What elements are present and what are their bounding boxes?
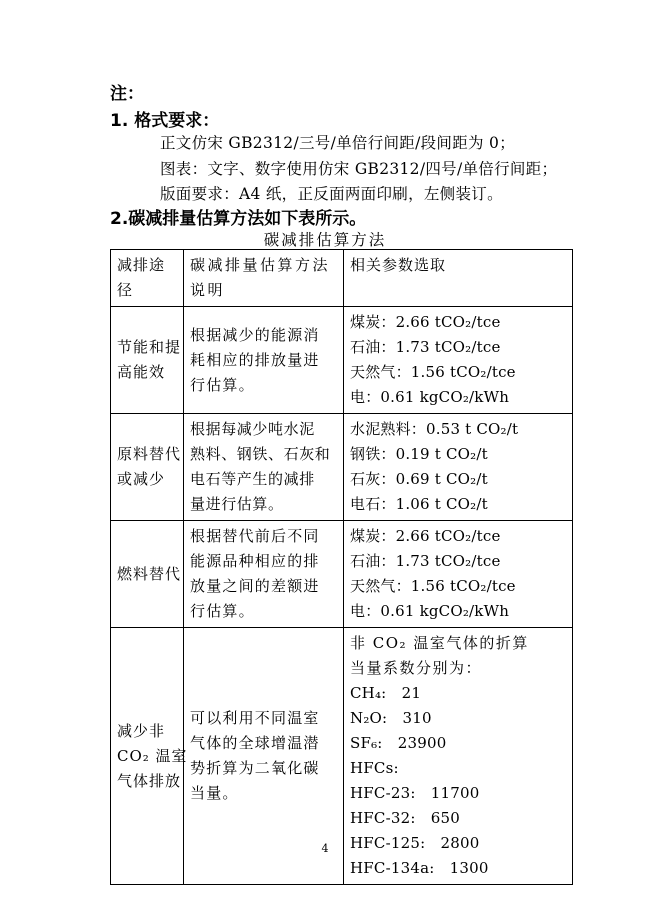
path-line: 原料替代 <box>117 445 182 463</box>
param-line: HFC-32: 650 <box>350 809 461 827</box>
header-path: 减排途径 <box>111 250 184 307</box>
path-line: 节能和提 <box>117 338 182 356</box>
method-line: 根据每减少吨水泥 <box>190 420 315 438</box>
param-line: 非 CO₂ 温室气体的折算 <box>350 634 529 652</box>
param-line: CH₄: 21 <box>350 684 422 702</box>
method-line: 根据减少的能源消 <box>190 325 320 344</box>
param-line: N₂O: 310 <box>350 709 432 727</box>
param-line: 电石：1.06 t CO₂/t <box>350 495 488 513</box>
param-line: 石油：1.73 tCO₂/tce <box>350 338 501 356</box>
page-number: 4 <box>321 842 329 855</box>
path-line: 气体排放 <box>117 771 182 790</box>
table-row <box>111 521 573 628</box>
param-line: 钢铁：0.19 t CO₂/t <box>350 445 488 463</box>
estimation-method-title: 2.碳减排量估算方法如下表所示。 <box>110 209 367 229</box>
carbon-reduction-table <box>110 249 573 885</box>
param-line: 电：0.61 kgCO₂/kWh <box>350 388 510 406</box>
params-cell <box>344 414 573 521</box>
param-line: 当量系数分别为： <box>350 659 483 677</box>
table-row <box>111 414 573 521</box>
path-cell <box>111 414 184 521</box>
method-line: 根据替代前后不同 <box>190 527 320 545</box>
method-line: 电石等产生的减排 <box>190 470 315 488</box>
method-line: 当量。 <box>190 784 239 802</box>
table-caption: 碳减排估算方法 <box>263 231 387 249</box>
method-cell <box>184 521 344 628</box>
param-line: HFC-125: 2800 <box>350 834 480 852</box>
param-line: SF₆: 23900 <box>350 734 447 752</box>
param-line: HFC-134a: 1300 <box>350 859 489 877</box>
method-cell <box>184 414 344 521</box>
path-line: 燃料替代 <box>117 564 182 583</box>
method-line: 放量之间的差额进 <box>190 577 320 595</box>
notes-label: 注： <box>110 84 144 104</box>
header-params: 相关参数选取 <box>344 250 573 307</box>
param-line: 电：0.61 kgCO₂/kWh <box>350 602 510 620</box>
path-line: 减少非 <box>117 721 166 740</box>
method-line: 熟料、钢铁、石灰和 <box>190 445 331 463</box>
method-line: 行估算。 <box>190 602 255 620</box>
method-cell <box>184 307 344 414</box>
path-line: 或减少 <box>117 470 166 488</box>
params-cell <box>344 307 573 414</box>
format-line-body: 正文仿宋 GB2312/三号/单倍行间距/段间距为 0； <box>160 134 516 152</box>
params-cell <box>344 521 573 628</box>
param-line: 水泥熟料：0.53 t CO₂/t <box>350 420 519 438</box>
table-row <box>111 307 573 414</box>
method-line: 势折算为二氧化碳 <box>190 759 320 777</box>
method-line: 耗相应的排放量进 <box>190 350 320 369</box>
param-line: 石油：1.73 tCO₂/tce <box>350 552 501 570</box>
param-line: 天然气：1.56 tCO₂/tce <box>350 577 516 595</box>
param-line: 煤炭：2.66 tCO₂/tce <box>350 527 501 545</box>
method-line: 可以利用不同温室 <box>190 709 320 727</box>
method-line: 气体的全球增温潜 <box>190 734 320 752</box>
path-line: CO₂ 温室 <box>117 746 188 765</box>
param-line: 天然气：1.56 tCO₂/tce <box>350 363 516 381</box>
method-line: 行估算。 <box>190 375 255 394</box>
header-method: 碳减排量估算方法说明 <box>184 250 344 307</box>
path-line: 高能效 <box>117 363 166 381</box>
path-cell <box>111 307 184 414</box>
param-line: 煤炭：2.66 tCO₂/tce <box>350 313 501 331</box>
table-header-row <box>111 250 573 307</box>
format-requirements-title: 1. 格式要求： <box>110 111 220 131</box>
method-line: 能源品种相应的排 <box>190 552 320 570</box>
param-line: HFC-23: 11700 <box>350 784 480 802</box>
format-line-layout: 版面要求：A4 纸，正反面两面印刷，左侧装订。 <box>160 185 503 203</box>
method-line: 量进行估算。 <box>190 495 284 513</box>
param-line: HFCs: <box>350 759 399 777</box>
param-line: 石灰：0.69 t CO₂/t <box>350 470 488 488</box>
format-line-figures: 图表：文字、数字使用仿宋 GB2312/四号/单倍行间距； <box>160 160 558 178</box>
path-cell <box>111 521 184 628</box>
